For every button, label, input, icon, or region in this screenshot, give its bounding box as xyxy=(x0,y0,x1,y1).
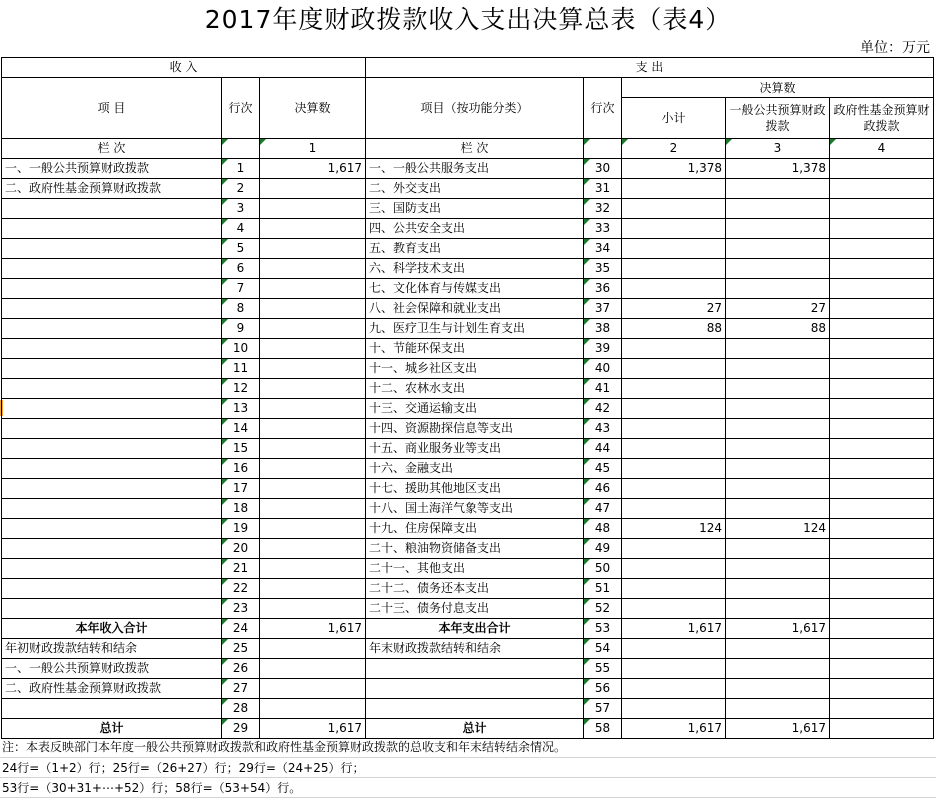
income-row-no-cell: 22 xyxy=(222,579,260,599)
income-item-cell xyxy=(2,539,222,559)
table-row xyxy=(2,219,934,239)
table-row xyxy=(2,699,934,719)
expense-row-no-cell: 55 xyxy=(584,659,622,679)
income-amount-cell xyxy=(260,199,366,219)
expense-row-no-cell: 32 xyxy=(584,199,622,219)
table-row xyxy=(2,459,934,479)
expense-row-no-cell: 37 xyxy=(584,299,622,319)
fund-budget-cell xyxy=(830,359,934,379)
income-item-cell: 总计 xyxy=(2,719,222,739)
expense-row-no-cell: 54 xyxy=(584,639,622,659)
fund-budget-cell xyxy=(830,559,934,579)
subtotal-cell xyxy=(622,579,726,599)
general-budget-cell xyxy=(726,219,830,239)
table-row xyxy=(2,179,934,199)
subtotal-cell: 1,617 xyxy=(622,719,726,739)
general-budget-cell xyxy=(726,639,830,659)
expense-row-no-cell: 36 xyxy=(584,279,622,299)
func-item-header: 项目（按功能分类） xyxy=(366,78,584,139)
income-amount-cell xyxy=(260,259,366,279)
row-no-header: 行次 xyxy=(222,78,260,139)
expense-item-cell: 二十、粮油物资储备支出 xyxy=(366,539,584,559)
income-amount-cell xyxy=(260,559,366,579)
general-budget-cell xyxy=(726,539,830,559)
expense-row-no-cell: 41 xyxy=(584,379,622,399)
expense-item-cell: 十九、住房保障支出 xyxy=(366,519,584,539)
general-budget-cell xyxy=(726,459,830,479)
income-item-cell xyxy=(2,259,222,279)
general-budget-cell: 1,378 xyxy=(726,159,830,179)
unit-label: 单位：万元 xyxy=(860,40,930,56)
income-amount-cell xyxy=(260,539,366,559)
expense-item-cell xyxy=(366,659,584,679)
table-row xyxy=(2,639,934,659)
general-budget-cell xyxy=(726,259,830,279)
income-row-no-cell: 13 xyxy=(222,399,260,419)
income-amount-cell xyxy=(260,519,366,539)
fund-budget-cell xyxy=(830,459,934,479)
expense-item-cell: 十三、交通运输支出 xyxy=(366,399,584,419)
fund-budget-cell xyxy=(830,179,934,199)
table-row xyxy=(2,299,934,319)
income-item-cell xyxy=(2,439,222,459)
table-row xyxy=(2,659,934,679)
col-label: 栏 次 xyxy=(2,139,222,159)
general-budget-cell xyxy=(726,439,830,459)
fund-budget-cell xyxy=(830,719,934,739)
expense-row-no-cell: 49 xyxy=(584,539,622,559)
expense-item-cell: 十四、资源勘探信息等支出 xyxy=(366,419,584,439)
fund-budget-cell xyxy=(830,439,934,459)
income-item-cell xyxy=(2,199,222,219)
expense-row-no-cell: 33 xyxy=(584,219,622,239)
subtotal-cell xyxy=(622,259,726,279)
general-budget-cell: 88 xyxy=(726,319,830,339)
income-amount-cell xyxy=(260,679,366,699)
income-row-no-cell: 29 xyxy=(222,719,260,739)
income-item-cell: 一、一般公共预算财政拨款 xyxy=(2,659,222,679)
fund-budget-cell xyxy=(830,619,934,639)
fund-budget-cell xyxy=(830,199,934,219)
expense-item-cell: 十六、金融支出 xyxy=(366,459,584,479)
page-title: 2017年度财政拨款收入支出决算总表（表4） xyxy=(204,5,732,34)
income-amount-cell xyxy=(260,359,366,379)
expense-row-no-cell: 42 xyxy=(584,399,622,419)
fund-budget-cell xyxy=(830,699,934,719)
fund-budget-cell xyxy=(830,419,934,439)
table-row xyxy=(2,379,934,399)
income-row-no-cell: 9 xyxy=(222,319,260,339)
expense-item-cell: 十五、商业服务业等支出 xyxy=(366,439,584,459)
general-budget-cell xyxy=(726,279,830,299)
fund-budget-cell xyxy=(830,279,934,299)
income-row-no-cell: 8 xyxy=(222,299,260,319)
income-amount-cell xyxy=(260,599,366,619)
col-index-3: 3 xyxy=(726,139,830,159)
table-row xyxy=(2,439,934,459)
income-item-cell: 二、政府性基金预算财政拨款 xyxy=(2,179,222,199)
income-amount-cell xyxy=(260,399,366,419)
fund-budget-cell xyxy=(830,379,934,399)
expense-row-no-cell: 39 xyxy=(584,339,622,359)
table-row xyxy=(2,239,934,259)
income-row-no-cell: 28 xyxy=(222,699,260,719)
expense-row-no-cell: 31 xyxy=(584,179,622,199)
subtotal-cell xyxy=(622,239,726,259)
subtotal-cell xyxy=(622,399,726,419)
general-budget-cell xyxy=(726,579,830,599)
fund-budget-cell xyxy=(830,299,934,319)
expense-row-no-cell: 38 xyxy=(584,319,622,339)
subtotal-cell xyxy=(622,559,726,579)
general-budget-cell: 1,617 xyxy=(726,719,830,739)
income-amount-cell xyxy=(260,379,366,399)
expense-item-cell: 三、国防支出 xyxy=(366,199,584,219)
col-index-4: 4 xyxy=(830,139,934,159)
table-row xyxy=(2,359,934,379)
subtotal-cell xyxy=(622,639,726,659)
table-row xyxy=(2,579,934,599)
note-line-1: 注：本表反映部门本年度一般公共预算财政拨款和政府性基金预算财政拨款的总收支和年末结转结余情况。 xyxy=(2,740,567,754)
income-item-cell xyxy=(2,579,222,599)
expense-item-cell: 年末财政拨款结转和结余 xyxy=(366,639,584,659)
budget-table xyxy=(1,57,934,739)
expense-row-no-cell: 57 xyxy=(584,699,622,719)
income-item-cell xyxy=(2,219,222,239)
fund-budget-cell xyxy=(830,599,934,619)
fund-budget-cell xyxy=(830,239,934,259)
income-amount-cell xyxy=(260,179,366,199)
fund-budget-cell xyxy=(830,519,934,539)
income-item-cell xyxy=(2,379,222,399)
general-budget-cell xyxy=(726,339,830,359)
col-label-2: 栏 次 xyxy=(366,139,584,159)
expense-item-cell: 十八、国土海洋气象等支出 xyxy=(366,499,584,519)
subtotal-cell xyxy=(622,219,726,239)
subtotal-cell xyxy=(622,339,726,359)
subtotal-cell xyxy=(622,379,726,399)
fund-budget-cell xyxy=(830,219,934,239)
table-row xyxy=(2,519,934,539)
fund-budget-cell xyxy=(830,159,934,179)
expense-row-no-cell: 56 xyxy=(584,679,622,699)
col-label-blank xyxy=(222,139,260,159)
expense-row-no-cell: 46 xyxy=(584,479,622,499)
general-budget-cell xyxy=(726,419,830,439)
row-no-header-2: 行次 xyxy=(584,78,622,139)
expense-row-no-cell: 52 xyxy=(584,599,622,619)
expense-row-no-cell: 48 xyxy=(584,519,622,539)
expense-row-no-cell: 43 xyxy=(584,419,622,439)
general-budget-cell: 27 xyxy=(726,299,830,319)
income-amount-cell xyxy=(260,419,366,439)
income-item-cell xyxy=(2,519,222,539)
subtotal-cell xyxy=(622,199,726,219)
subtotal-cell xyxy=(622,599,726,619)
income-row-no-cell: 18 xyxy=(222,499,260,519)
col-index-2: 2 xyxy=(622,139,726,159)
table-row xyxy=(2,279,934,299)
income-row-no-cell: 21 xyxy=(222,559,260,579)
expense-item-cell: 八、社会保障和就业支出 xyxy=(366,299,584,319)
general-budget-header: 一般公共预算财政拨款 xyxy=(726,98,830,139)
table-row xyxy=(2,259,934,279)
fund-budget-cell xyxy=(830,679,934,699)
income-item-cell xyxy=(2,599,222,619)
subtotal-cell xyxy=(622,359,726,379)
general-budget-cell xyxy=(726,359,830,379)
income-amount-cell xyxy=(260,339,366,359)
expense-item-cell: 二、外交支出 xyxy=(366,179,584,199)
income-amount-cell xyxy=(260,659,366,679)
expense-row-no-cell: 30 xyxy=(584,159,622,179)
fund-budget-cell xyxy=(830,479,934,499)
expense-item-cell: 十、节能环保支出 xyxy=(366,339,584,359)
income-row-no-cell: 6 xyxy=(222,259,260,279)
fund-budget-cell xyxy=(830,319,934,339)
income-row-no-cell: 10 xyxy=(222,339,260,359)
general-budget-cell xyxy=(726,179,830,199)
col-index-1: 1 xyxy=(260,139,366,159)
expense-item-cell: 一、一般公共服务支出 xyxy=(366,159,584,179)
expense-item-cell: 二十一、其他支出 xyxy=(366,559,584,579)
table-row xyxy=(2,159,934,179)
income-amount-cell xyxy=(260,439,366,459)
income-row-no-cell: 12 xyxy=(222,379,260,399)
expense-item-cell: 五、教育支出 xyxy=(366,239,584,259)
grid-line xyxy=(0,757,936,758)
income-row-no-cell: 14 xyxy=(222,419,260,439)
income-row-no-cell: 5 xyxy=(222,239,260,259)
expense-item-cell: 本年支出合计 xyxy=(366,619,584,639)
income-amount-cell: 1,617 xyxy=(260,619,366,639)
general-budget-cell xyxy=(726,659,830,679)
fund-budget-cell xyxy=(830,339,934,359)
fund-budget-cell xyxy=(830,499,934,519)
subtotal-cell xyxy=(622,459,726,479)
income-row-no-cell: 15 xyxy=(222,439,260,459)
income-row-no-cell: 17 xyxy=(222,479,260,499)
expense-row-no-cell: 58 xyxy=(584,719,622,739)
expense-section-header: 支 出 xyxy=(366,58,934,78)
subtotal-cell xyxy=(622,479,726,499)
income-row-no-cell: 3 xyxy=(222,199,260,219)
income-amount-cell xyxy=(260,299,366,319)
fund-budget-cell xyxy=(830,399,934,419)
expense-row-no-cell: 35 xyxy=(584,259,622,279)
table-row xyxy=(2,719,934,739)
income-item-cell: 二、政府性基金预算财政拨款 xyxy=(2,679,222,699)
income-item-cell xyxy=(2,459,222,479)
grid-line xyxy=(0,777,936,778)
income-item-cell xyxy=(2,419,222,439)
income-item-cell xyxy=(2,279,222,299)
income-row-no-cell: 2 xyxy=(222,179,260,199)
income-item-cell xyxy=(2,559,222,579)
table-body xyxy=(2,159,934,739)
subtotal-cell: 88 xyxy=(622,319,726,339)
subtotal-cell xyxy=(622,439,726,459)
income-item-cell: 一、一般公共预算财政拨款 xyxy=(2,159,222,179)
expense-item-cell: 十一、城乡社区支出 xyxy=(366,359,584,379)
general-budget-cell xyxy=(726,199,830,219)
table-row xyxy=(2,319,934,339)
income-amount-cell xyxy=(260,239,366,259)
expense-item-cell: 二十三、债务付息支出 xyxy=(366,599,584,619)
fund-budget-header: 政府性基金预算财政拨款 xyxy=(830,98,934,139)
income-row-no-cell: 27 xyxy=(222,679,260,699)
expense-item-cell: 四、公共安全支出 xyxy=(366,219,584,239)
subtotal-cell: 124 xyxy=(622,519,726,539)
general-budget-cell: 1,617 xyxy=(726,619,830,639)
general-budget-cell xyxy=(726,699,830,719)
subtotal-cell: 1,617 xyxy=(622,619,726,639)
table-row xyxy=(2,199,934,219)
income-row-no-cell: 16 xyxy=(222,459,260,479)
subtotal-cell xyxy=(622,699,726,719)
table-row xyxy=(2,539,934,559)
income-amount-cell xyxy=(260,639,366,659)
general-budget-cell xyxy=(726,499,830,519)
table-row xyxy=(2,479,934,499)
expense-item-cell: 七、文化体育与传媒支出 xyxy=(366,279,584,299)
income-row-no-cell: 19 xyxy=(222,519,260,539)
income-amount-cell xyxy=(260,279,366,299)
subtotal-cell xyxy=(622,539,726,559)
expense-row-no-cell: 51 xyxy=(584,579,622,599)
income-amount-cell: 1,617 xyxy=(260,159,366,179)
income-row-no-cell: 24 xyxy=(222,619,260,639)
expense-item-cell: 二十二、债务还本支出 xyxy=(366,579,584,599)
expense-item-cell: 总计 xyxy=(366,719,584,739)
income-amount-cell xyxy=(260,479,366,499)
expense-item-cell: 六、科学技术支出 xyxy=(366,259,584,279)
expense-item-cell: 十七、援助其他地区支出 xyxy=(366,479,584,499)
col-label-blank-2 xyxy=(584,139,622,159)
subtotal-cell: 27 xyxy=(622,299,726,319)
subtotal-cell: 1,378 xyxy=(622,159,726,179)
grid-line xyxy=(0,797,936,798)
income-row-no-cell: 23 xyxy=(222,599,260,619)
table-row xyxy=(2,399,934,419)
expense-row-no-cell: 50 xyxy=(584,559,622,579)
subtotal-cell xyxy=(622,679,726,699)
income-item-cell xyxy=(2,239,222,259)
income-amount-cell xyxy=(260,579,366,599)
expense-row-no-cell: 40 xyxy=(584,359,622,379)
fund-budget-cell xyxy=(830,639,934,659)
general-budget-cell xyxy=(726,679,830,699)
general-budget-cell xyxy=(726,479,830,499)
income-item-cell xyxy=(2,399,222,419)
table-row xyxy=(2,499,934,519)
expense-item-cell xyxy=(366,699,584,719)
income-row-no-cell: 25 xyxy=(222,639,260,659)
note-line-3: 53行=（30+31+⋯+52）行；58行=（53+54）行。 xyxy=(2,781,302,795)
fund-budget-cell xyxy=(830,579,934,599)
general-budget-cell xyxy=(726,599,830,619)
general-budget-cell xyxy=(726,379,830,399)
amount-header: 决算数 xyxy=(260,78,366,139)
income-item-cell: 年初财政拨款结转和结余 xyxy=(2,639,222,659)
income-section-header: 收 入 xyxy=(2,58,366,78)
expense-row-no-cell: 44 xyxy=(584,439,622,459)
general-budget-cell xyxy=(726,239,830,259)
subtotal-cell xyxy=(622,659,726,679)
income-amount-cell xyxy=(260,699,366,719)
income-item-cell xyxy=(2,699,222,719)
income-amount-cell xyxy=(260,499,366,519)
fund-budget-cell xyxy=(830,659,934,679)
item-header: 项 目 xyxy=(2,78,222,139)
income-item-cell xyxy=(2,479,222,499)
income-amount-cell xyxy=(260,459,366,479)
general-budget-cell xyxy=(726,559,830,579)
table-row xyxy=(2,619,934,639)
income-amount-cell xyxy=(260,319,366,339)
budget-total-header: 决算数 xyxy=(622,78,934,98)
income-row-no-cell: 1 xyxy=(222,159,260,179)
income-item-cell xyxy=(2,339,222,359)
fund-budget-cell xyxy=(830,539,934,559)
subtotal-header: 小计 xyxy=(622,98,726,139)
subtotal-cell xyxy=(622,419,726,439)
expense-item-cell: 十二、农林水支出 xyxy=(366,379,584,399)
fund-budget-cell xyxy=(830,259,934,279)
note-line-2: 24行=（1+2）行；25行=（26+27）行；29行=（24+25）行； xyxy=(2,761,365,775)
income-row-no-cell: 26 xyxy=(222,659,260,679)
expense-row-no-cell: 47 xyxy=(584,499,622,519)
expense-item-cell xyxy=(366,679,584,699)
expense-row-no-cell: 34 xyxy=(584,239,622,259)
income-item-cell xyxy=(2,499,222,519)
subtotal-cell xyxy=(622,499,726,519)
income-item-cell: 本年收入合计 xyxy=(2,619,222,639)
income-item-cell xyxy=(2,359,222,379)
income-item-cell xyxy=(2,319,222,339)
expense-row-no-cell: 45 xyxy=(584,459,622,479)
expense-row-no-cell: 53 xyxy=(584,619,622,639)
income-row-no-cell: 7 xyxy=(222,279,260,299)
table-row xyxy=(2,559,934,579)
table-row xyxy=(2,599,934,619)
income-amount-cell: 1,617 xyxy=(260,719,366,739)
income-row-no-cell: 11 xyxy=(222,359,260,379)
table-row xyxy=(2,679,934,699)
general-budget-cell xyxy=(726,399,830,419)
income-row-no-cell: 20 xyxy=(222,539,260,559)
income-row-no-cell: 4 xyxy=(222,219,260,239)
general-budget-cell: 124 xyxy=(726,519,830,539)
table-row xyxy=(2,419,934,439)
expense-item-cell: 九、医疗卫生与计划生育支出 xyxy=(366,319,584,339)
subtotal-cell xyxy=(622,179,726,199)
income-amount-cell xyxy=(260,219,366,239)
table-row xyxy=(2,339,934,359)
income-item-cell xyxy=(2,299,222,319)
subtotal-cell xyxy=(622,279,726,299)
